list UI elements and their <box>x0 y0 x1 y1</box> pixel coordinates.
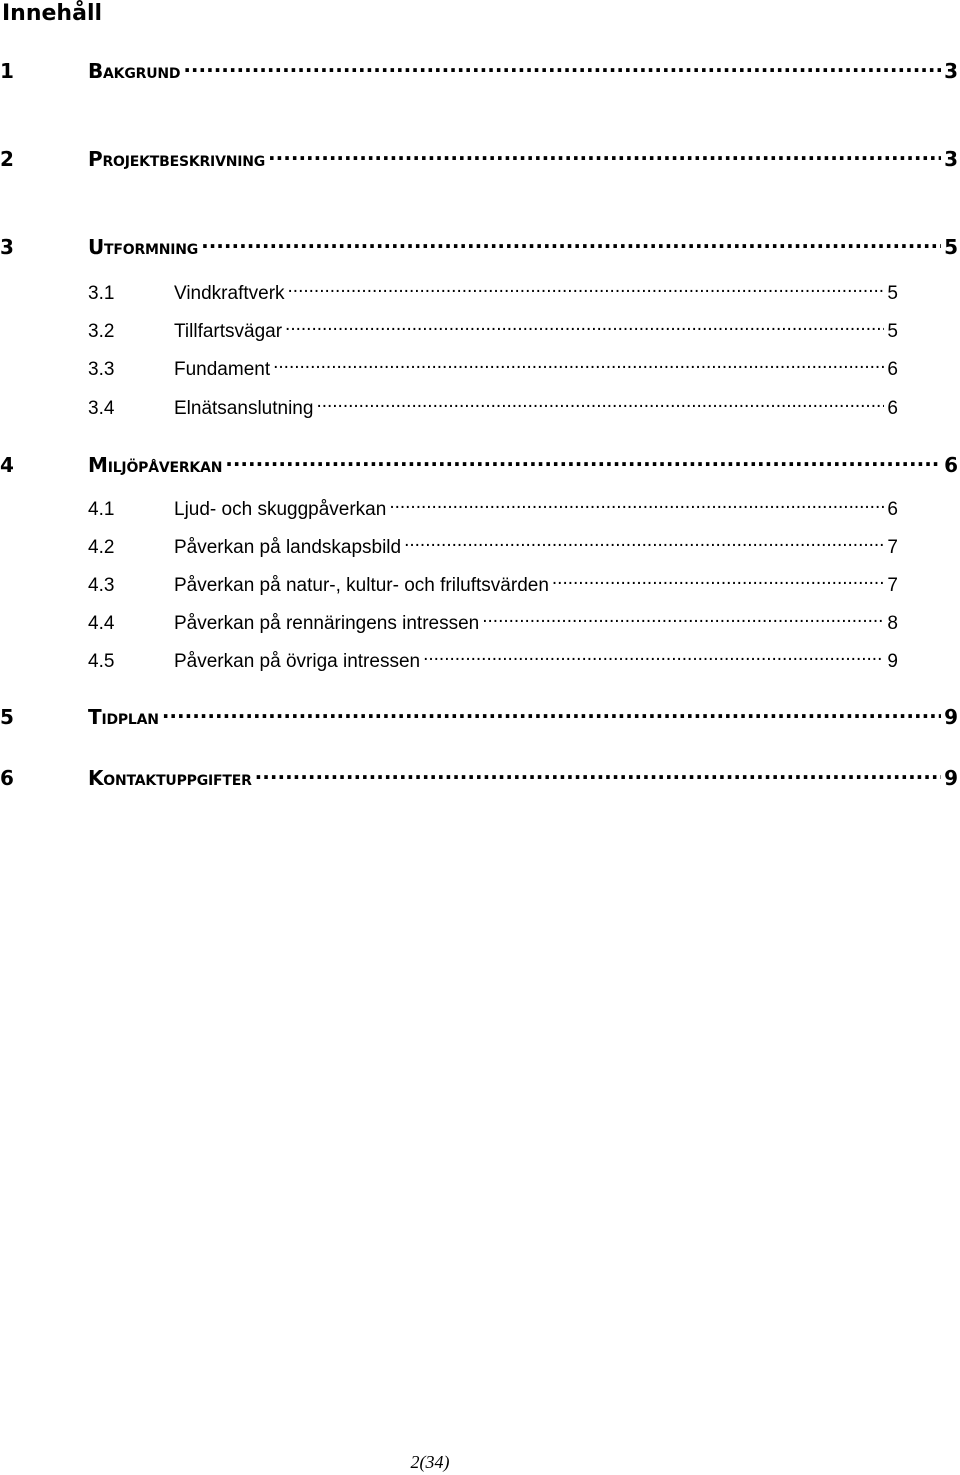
toc-entry-title: Bakgrund <box>88 59 181 83</box>
dot-leader <box>389 496 884 515</box>
dot-leader <box>404 534 884 553</box>
dot-leader <box>201 234 941 254</box>
toc-entry-page: 6 <box>944 453 958 477</box>
toc-entry-title: Tillfartsvägar <box>174 321 283 342</box>
toc-entry-number: 3.4 <box>88 398 115 419</box>
toc-entry-page: 6 <box>887 359 898 380</box>
toc-entry-number: 4.1 <box>88 499 115 520</box>
toc-entry-number: 3.1 <box>88 283 115 304</box>
toc-entry-number: 2 <box>0 147 14 171</box>
toc-entry-title: Fundament <box>174 359 271 380</box>
toc-entry-page: 6 <box>887 398 898 419</box>
toc-entry-number: 1 <box>0 59 14 83</box>
toc-entry-title: Tidplan <box>88 705 159 729</box>
toc-entry-number: 3 <box>0 235 14 259</box>
toc-entry-title: Påverkan på landskapsbild <box>174 537 402 558</box>
toc-entry-title: Projektbeskrivning <box>88 147 266 171</box>
toc-entry-page: 5 <box>887 283 898 304</box>
toc-entry-page: 7 <box>887 575 898 596</box>
toc-entry-page: 9 <box>944 766 958 790</box>
toc-entry-number: 4.4 <box>88 613 115 634</box>
toc-entry-tillfartsvagar[interactable] <box>88 318 898 344</box>
toc-entry-title: Påverkan på natur-, kultur- och friluftsvärden <box>174 575 549 596</box>
toc-entry-miljopaverkan[interactable] <box>0 452 958 478</box>
toc-entry-page: 3 <box>944 147 958 171</box>
dot-leader <box>482 610 884 629</box>
toc-entry-page: 8 <box>887 613 898 634</box>
toc-entry-number: 3.2 <box>88 321 115 342</box>
dot-leader <box>423 648 884 667</box>
toc-entry-page: 5 <box>887 321 898 342</box>
toc-entry-bakgrund[interactable] <box>0 58 958 84</box>
dot-leader <box>225 452 941 472</box>
dot-leader <box>285 318 884 337</box>
toc-entry-page: 5 <box>944 235 958 259</box>
toc-entry-ljud-och-skuggpaverkan[interactable] <box>88 496 898 522</box>
dot-leader <box>288 280 885 299</box>
toc-entry-ovriga-intressen[interactable] <box>88 648 898 674</box>
toc-entry-number: 5 <box>0 705 14 729</box>
toc-entry-number: 4.5 <box>88 651 115 672</box>
dot-leader <box>552 572 885 591</box>
toc-entry-natur-kultur-friluft[interactable] <box>88 572 898 598</box>
toc-heading: Innehåll <box>2 1 103 26</box>
dot-leader <box>255 765 941 785</box>
toc-entry-landskapsbild[interactable] <box>88 534 898 560</box>
toc-entry-title: Utformning <box>88 235 199 259</box>
dot-leader <box>162 704 941 724</box>
toc-entry-fundament[interactable] <box>88 356 898 382</box>
toc-entry-page: 3 <box>944 59 958 83</box>
toc-entry-rennaringens-intressen[interactable] <box>88 610 898 636</box>
toc-entry-utformning[interactable] <box>0 234 958 260</box>
toc-entry-kontaktuppgifter[interactable] <box>0 765 958 791</box>
toc-entry-number: 4 <box>0 453 14 477</box>
page-number: 2(34) <box>410 1452 450 1472</box>
toc-entry-title: Elnätsanslutning <box>174 398 314 419</box>
toc-entry-page: 9 <box>887 651 898 672</box>
toc-entry-page: 6 <box>887 499 898 520</box>
toc-entry-title: Påverkan på övriga intressen <box>174 651 421 672</box>
toc-entry-title: Kontaktuppgifter <box>88 766 252 790</box>
dot-leader <box>268 146 941 166</box>
toc-entry-title: Miljöpåverkan <box>88 453 223 477</box>
dot-leader <box>273 356 884 375</box>
toc-entry-number: 3.3 <box>88 359 115 380</box>
toc-entry-title: Vindkraftverk <box>174 283 285 304</box>
toc-entry-title: Påverkan på rennäringens intressen <box>174 613 480 634</box>
toc-entry-title: Ljud- och skuggpåverkan <box>174 499 387 520</box>
toc-entry-projektbeskrivning[interactable] <box>0 146 958 172</box>
dot-leader <box>316 395 884 414</box>
toc-entry-number: 4.3 <box>88 575 115 596</box>
toc-entry-tidplan[interactable] <box>0 704 958 730</box>
toc-entry-page: 7 <box>887 537 898 558</box>
toc-entry-elnatsanslutning[interactable] <box>88 395 898 421</box>
toc-entry-vindkraftverk[interactable] <box>88 280 898 306</box>
dot-leader <box>183 58 941 78</box>
toc-entry-page: 9 <box>944 705 958 729</box>
toc-entry-number: 6 <box>0 766 14 790</box>
toc-entry-number: 4.2 <box>88 537 115 558</box>
